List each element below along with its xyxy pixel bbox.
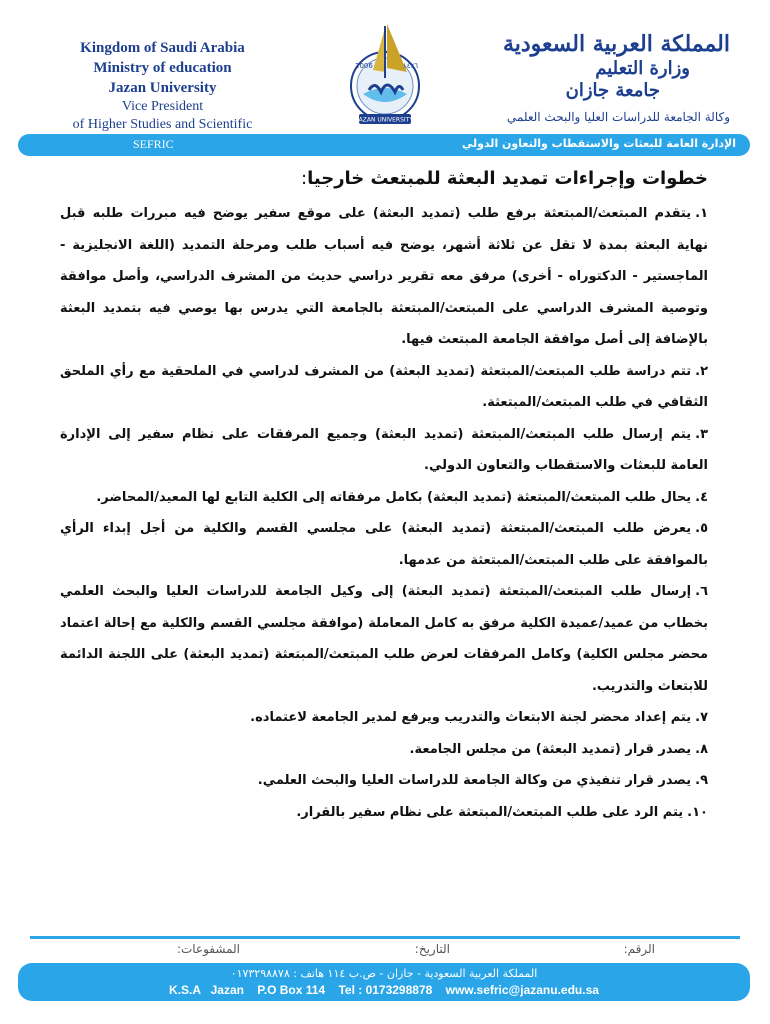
steps-list — [60, 198, 708, 828]
list-item: ٧.يتم إعداد محضر لجنة الابتعاث والتدريب ويرفع لمدير الجامعة لاعتماده. — [250, 710, 708, 725]
svg-text:2006: 2006 — [355, 62, 373, 70]
header-band — [18, 134, 750, 156]
document-body — [60, 166, 708, 828]
document-title: خطوات وإجراءات تمديد البعثة للمبتعث خارجيا: — [301, 168, 708, 189]
header-higher-studies-en: of Higher Studies and Scientific — [72, 117, 253, 132]
list-item: ٩.يصدر قرار تنفيذي من وكالة الجامعة للدراسات العليا والبحث العلمي. — [257, 773, 708, 788]
header-ministry-ar: وزارة التعليم — [595, 58, 690, 79]
header-kingdom-en: Kingdom of Saudi Arabia — [80, 40, 245, 56]
header-vice-ar: وكالة الجامعة للدراسات العليا والبحث العلمي — [506, 110, 730, 124]
list-item: ١.يتقدم المبتعث/المبتعثة برفع طلب (تمديد البعثة) على موقع سفير يوضح فيه مبررات طلبه قبل نهاية البعثة بمدة لا تقل عن ثلاثة أشهر، يوضح فيه أسباب طلب ومرحلة التمديد (اللغة الانجليزية - الماجستير - الدكتوراه - أخرى) مرفق معه تقرير دراسي حديث من المشرف الدراسي، وأصل موافقة وتوصية المشرف الدراسي على المبتعث/المبتعثة بالجامعة التي يدرس بها يوصي فيه بتمديد البعثة بالإضافة إلى أصل موافقة الجامعة المبتعث فيها. — [60, 206, 708, 347]
list-item: ٨.يصدر قرار (تمديد البعثة) من مجلس الجامعة. — [409, 741, 708, 757]
list-item: ٥.يعرض طلب المبتعث/المبتعثة (تمديد البعثة) على مجلسي القسم والكلية من أجل إبداء الرأي بالموافقة على طلب المبتعث/المبتعثة من عدمها. — [60, 521, 708, 568]
meta-date-label: التاريخ: — [414, 942, 450, 956]
header-ministry-en: Ministry of education — [93, 60, 232, 76]
header-university-en: Jazan University — [108, 80, 217, 96]
list-item: ٢.تتم دراسة طلب المبتعث/المبتعثة (تمديد البعثة) من المشرف لدراسي في الملحقية مع رأي الملحق الثقافي في طلب المبتعث/المبتعثة. — [60, 363, 708, 410]
list-item: ١٠.يتم الرد على طلب المبتعث/المبتعثة على نظام سفير بالقرار. — [296, 804, 708, 820]
header-university-ar: جامعة جازان — [565, 80, 660, 101]
header-english-block — [55, 38, 270, 134]
svg-text:١٤٢٦: ١٤٢٦ — [403, 62, 419, 70]
list-item: ٤.يحال طلب المبتعث/المبتعثة (تمديد البعثة) بكامل مرفقاته إلى الكلية التابع لها المعيد/المحاضر. — [96, 489, 708, 505]
header-arabic-block — [500, 30, 730, 126]
list-item: ٦.إرسال طلب المبتعث/المبتعثة (تمديد البعثة) إلى وكيل الجامعة للدراسات العليا والبحث العلمي بخطاب من عميد/عميدة الكلية مرفق به كامل المعاملة (موافقة مجلسي القسم والكلية مع إحالة اعتماد محضر مجلس الكلية) وكامل المرفقات لعرض طلب المبتعث/المبتعثة (تمديد البعثة) على اللجنة الدائمة للابتعاث والتدريب. — [60, 584, 708, 694]
band-sefric-label: SEFRIC — [133, 137, 174, 151]
svg-text:JAZAN UNIVERSITY: JAZAN UNIVERSITY — [356, 116, 414, 124]
meta-number-label: الرقم: — [623, 942, 655, 956]
jazan-university-logo — [335, 20, 435, 132]
footer-address-en: K.S.A Jazan P.O Box 114 Tel : 0173298878 www.sefric@jazanu.edu.sa — [169, 983, 599, 997]
header-vice-en: Vice President — [121, 99, 204, 114]
meta-attachments-label: المشفوعات: — [176, 942, 240, 956]
list-item: ٣.يتم إرسال طلب المبتعث/المبتعثة (تمديد البعثة) وجميع المرفقات على نظام سفير إلى الإدارة العامة للبعثات والاستقطاب والتعاون الدولي. — [60, 426, 708, 473]
band-department-label: الإدارة العامة للبعثات والاستقطاب والتعاون الدولي — [461, 137, 736, 150]
footer-address-ar: المملكة العربية السعودية - جازان - ص.ب ١١٤ هاتف : ٠١٧٣٢٩٨٨٧٨ — [230, 967, 538, 980]
footer-band — [18, 963, 750, 1001]
footer-separator — [30, 936, 740, 939]
header-kingdom-ar: المملكة العربية السعودية — [502, 31, 730, 57]
